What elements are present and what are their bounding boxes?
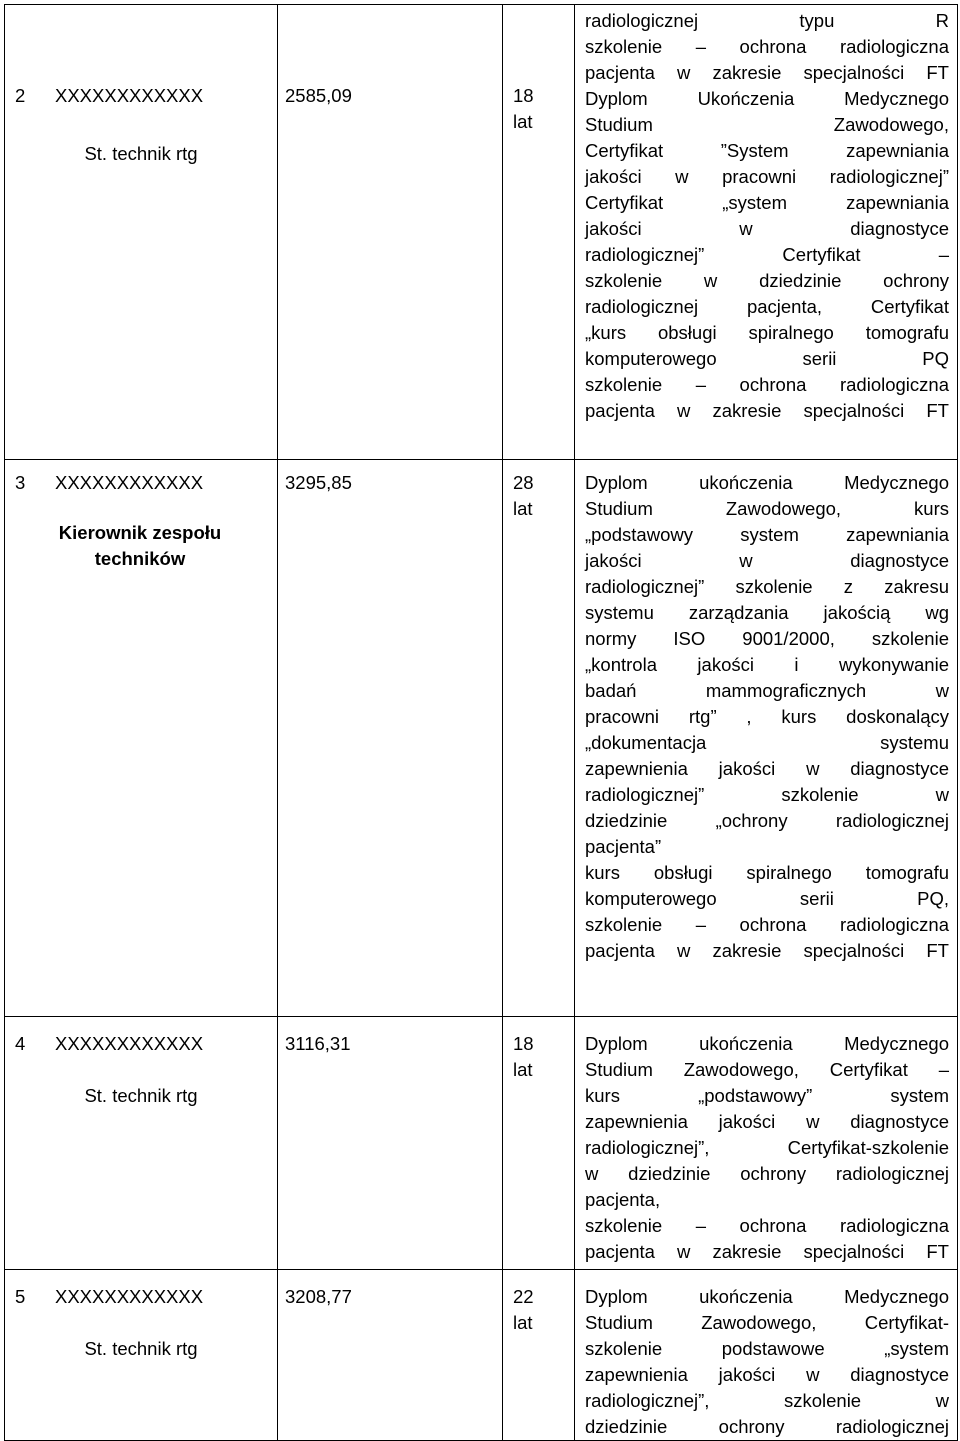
employee-cell: [5, 1270, 278, 1441]
qualification-line: zapewnienia jakości w diagnostyce: [585, 1111, 949, 1132]
employee-name: XXXXXXXXXXXX: [55, 1286, 204, 1307]
qualification-line: systemu zarządzania jakością wg: [585, 602, 949, 623]
row-number: 3: [15, 472, 26, 493]
qualification-line: kurs obsługi spiralnego tomografu: [585, 862, 949, 883]
row-number: 2: [15, 85, 26, 106]
qualification-line: radiologicznej” Certyfikat –: [585, 244, 949, 265]
qualification-line: „kurs obsługi spiralnego tomografu: [585, 322, 949, 343]
qualification-line: szkolenie – ochrona radiologiczna: [585, 914, 949, 935]
row-number: 5: [15, 1286, 26, 1307]
qualifications-cell: [575, 1270, 958, 1441]
experience-years: 18: [513, 1033, 534, 1054]
experience-cell: [503, 1270, 575, 1441]
qualification-line: „podstawowy system zapewniania: [585, 524, 949, 545]
qualification-line: radiologicznej typu R: [585, 10, 949, 31]
qualification-line: kurs „podstawowy” system: [585, 1085, 949, 1106]
qualification-line: normy ISO 9001/2000, szkolenie: [585, 628, 949, 649]
qualification-line: radiologicznej” szkolenie z zakresu: [585, 576, 949, 597]
qualification-line: szkolenie podstawowe „system: [585, 1338, 949, 1359]
qualification-line: pacjenta w zakresie specjalności FT: [585, 400, 949, 421]
table-row: [5, 460, 958, 1017]
employee-role: St. technik rtg: [84, 1338, 198, 1359]
qualification-line: Studium Zawodowego, kurs: [585, 498, 949, 519]
qualification-line: komputerowego serii PQ: [585, 348, 949, 369]
qualification-line: szkolenie – ochrona radiologiczna: [585, 36, 949, 57]
employee-cell: [5, 1017, 278, 1270]
qualification-line: „kontrola jakości i wykonywanie: [585, 654, 949, 675]
qualification-line: „dokumentacja systemu: [585, 732, 949, 753]
table-row: [5, 1017, 958, 1270]
salary-value: 2585,09: [285, 85, 352, 106]
salary-value: 3208,77: [285, 1286, 352, 1307]
qualification-line: radiologicznej”, Certyfikat-szkolenie: [585, 1137, 949, 1158]
qualification-line: zapewnienia jakości w diagnostyce: [585, 1364, 949, 1385]
employee-role: Kierownik zespołu techników: [58, 522, 222, 569]
salary-value: 3295,85: [285, 472, 352, 493]
qualifications-cell: [575, 1017, 958, 1270]
experience-unit: lat: [513, 111, 533, 132]
qualification-line: jakości w pracowni radiologicznej”: [585, 166, 949, 187]
salary-cell: [278, 1017, 503, 1270]
qualification-line: pacjenta”: [585, 836, 662, 857]
qualification-line: Dyplom ukończenia Medycznego: [585, 472, 949, 493]
salary-value: 3116,31: [285, 1033, 351, 1054]
experience-cell: [503, 1017, 575, 1270]
qualification-line: szkolenie – ochrona radiologiczna: [585, 374, 949, 395]
qualification-line: radiologicznej”, szkolenie w: [585, 1390, 949, 1411]
qualification-line: szkolenie – ochrona radiologiczna: [585, 1215, 949, 1236]
employee-role: St. technik rtg: [84, 1085, 198, 1106]
qualification-line: Certyfikat „system zapewniania: [585, 192, 949, 213]
qualification-line: Dyplom Ukończenia Medycznego: [585, 88, 949, 109]
qualification-line: komputerowego serii PQ,: [585, 888, 949, 909]
qualification-line: jakości w diagnostyce: [585, 218, 949, 239]
experience-years: 22: [513, 1286, 534, 1307]
qualification-line: Certyfikat ”System zapewniania: [585, 140, 949, 161]
salary-cell: [278, 5, 503, 460]
qualification-line: pacjenta w zakresie specjalności FT: [585, 62, 949, 83]
row-number: 4: [15, 1033, 26, 1054]
qualification-line: pacjenta w zakresie specjalności FT: [585, 1241, 949, 1262]
qualification-line: Studium Zawodowego,: [585, 114, 949, 135]
salary-cell: [278, 460, 503, 1017]
experience-cell: [503, 460, 575, 1017]
employee-name: XXXXXXXXXXXX: [55, 85, 204, 106]
experience-unit: lat: [513, 1312, 533, 1333]
qualification-line: Studium Zawodowego, Certyfikat –: [585, 1059, 949, 1080]
experience-years: 28: [513, 472, 534, 493]
qualification-line: szkolenie w dziedzinie ochrony: [585, 270, 949, 291]
experience-unit: lat: [513, 1059, 533, 1080]
qualification-line: pracowni rtg” , kurs doskonalący: [585, 706, 949, 727]
qualification-line: badań mammograficznych w: [585, 680, 949, 701]
qualification-line: Studium Zawodowego, Certyfikat-: [585, 1312, 949, 1333]
qualification-line: jakości w diagnostyce: [585, 550, 949, 571]
employee-name: XXXXXXXXXXXX: [55, 1033, 204, 1054]
experience-unit: lat: [513, 498, 533, 519]
qualification-line: radiologicznej” szkolenie w: [585, 784, 949, 805]
qualification-line: Dyplom ukończenia Medycznego: [585, 1033, 949, 1054]
qualification-line: w dziedzinie ochrony radiologicznej: [585, 1163, 949, 1184]
qualification-line: pacjenta w zakresie specjalności FT: [585, 940, 949, 961]
employee-cell: [5, 5, 278, 460]
qualification-line: pacjenta,: [585, 1189, 661, 1210]
qualifications-cell: [575, 5, 958, 460]
qualification-line: zapewnienia jakości w diagnostyce: [585, 758, 949, 779]
employee-role: St. technik rtg: [84, 143, 198, 164]
employee-cell: [5, 460, 278, 1017]
qualification-line: dziedzinie „ochrony radiologicznej: [585, 810, 949, 831]
employee-name: XXXXXXXXXXXX: [55, 472, 204, 493]
salary-cell: [278, 1270, 503, 1441]
qualification-line: Dyplom ukończenia Medycznego: [585, 1286, 949, 1307]
table-row: [5, 5, 958, 460]
qualification-line: radiologicznej pacjenta, Certyfikat: [585, 296, 949, 317]
table-body: [5, 5, 958, 1441]
experience-years: 18: [513, 85, 534, 106]
staff-table: [4, 4, 958, 1441]
qualification-line: dziedzinie ochrony radiologicznej: [585, 1416, 949, 1437]
table-row: [5, 1270, 958, 1441]
experience-cell: [503, 5, 575, 460]
qualifications-cell: [575, 460, 958, 1017]
